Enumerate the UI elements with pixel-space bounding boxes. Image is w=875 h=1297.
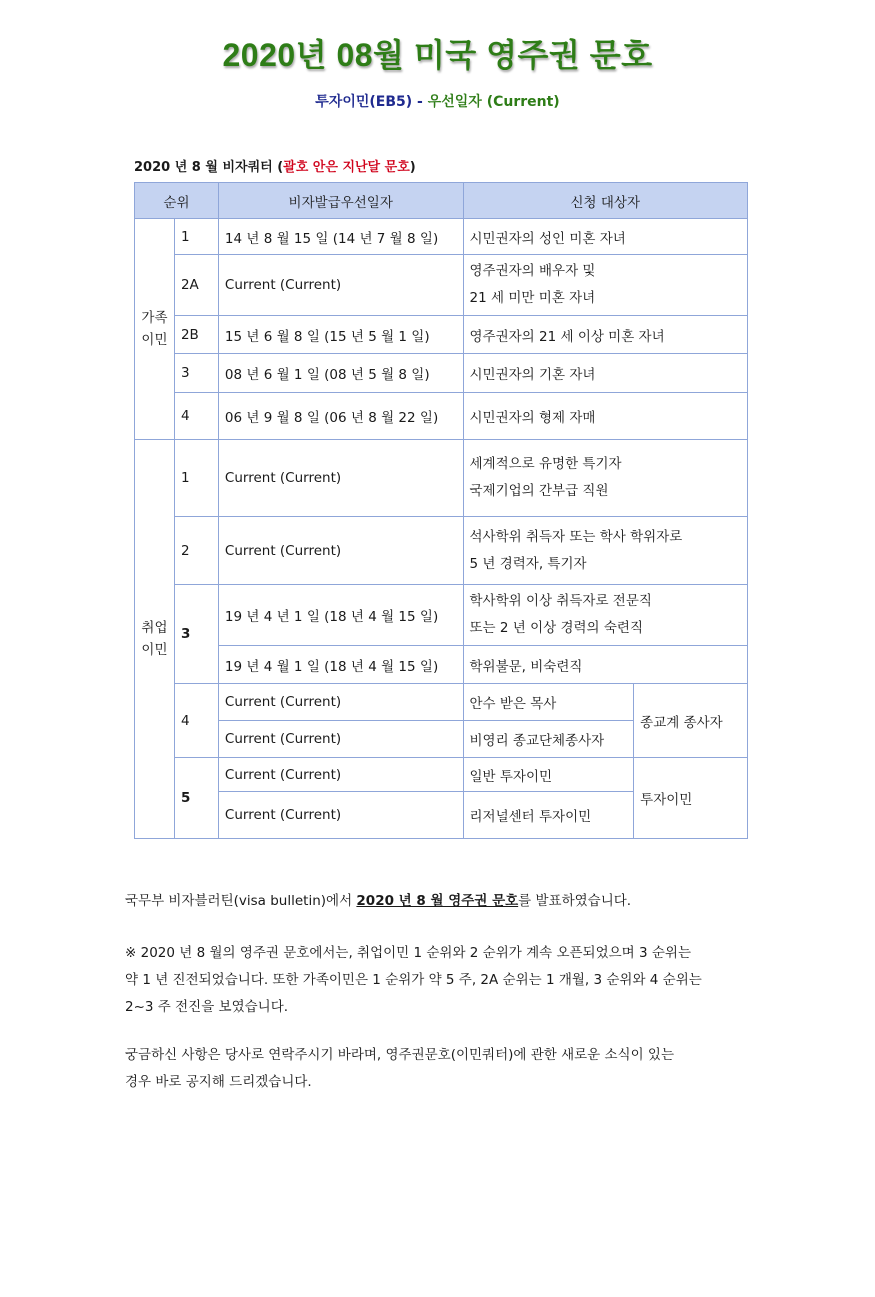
date-cell: 15 년 6 월 8 일 (15 년 5 월 1 일): [218, 316, 463, 354]
subtitle-category: 투자이민(EB5): [315, 94, 413, 110]
contact-line: 궁금하신 사항은 당사로 연락주시기 바라며, 영주권문호(이민쿼터)에 관한 새로운 소식이 있는: [125, 1047, 675, 1063]
rank-cell: 3: [174, 354, 218, 393]
rank-cell: 1: [174, 219, 218, 255]
rank-cell: 2B: [174, 316, 218, 354]
date-cell: Current (Current): [218, 255, 463, 316]
header-applicant: 신청 대상자: [463, 183, 747, 219]
target-cell: 시민권자의 기혼 자녀: [463, 354, 747, 393]
target-cell: 시민권자의 형제 자매: [463, 393, 747, 440]
target-line: 국제기업의 간부급 직원: [469, 483, 609, 499]
p1-bold: 2020 년 8 월 영주권 문호: [356, 893, 519, 909]
announcement-paragraph: [125, 888, 775, 915]
date-cell: 14 년 8 월 15 일 (14 년 7 월 8 일): [218, 219, 463, 255]
category-line: 이민: [141, 332, 168, 348]
target-cell: 일반 투자이민: [463, 758, 634, 792]
target-line: 석사학위 취득자 또는 학사 학위자로: [469, 528, 683, 545]
target-cell: 안수 받은 목사: [463, 684, 634, 721]
target-cell: 영주권자의 21 세 이상 미혼 자녀: [463, 316, 747, 354]
header-priority-date: 비자발급우선일자: [218, 183, 463, 219]
table-row: [135, 684, 748, 721]
subtitle-priority-date: 우선일자 (Current): [427, 94, 560, 110]
target-cell: [463, 440, 747, 517]
rank-cell: 3: [174, 585, 218, 684]
visa-bulletin-table: [134, 182, 748, 839]
rank-cell: 5: [174, 758, 218, 839]
date-cell: 19 년 4 월 1 일 (18 년 4 월 15 일): [218, 646, 463, 684]
rank-cell: 1: [174, 440, 218, 517]
category-line: 취업: [141, 620, 168, 636]
target-line: 5 년 경력자, 특기자: [469, 555, 587, 572]
p1-after: 를 발표하였습니다.: [518, 893, 632, 909]
table-row: [135, 255, 748, 316]
table-header-row: [135, 183, 748, 219]
rank-cell: 4: [174, 684, 218, 758]
table-row: [135, 758, 748, 792]
table-row: [135, 316, 748, 354]
rank-cell: 2: [174, 517, 218, 585]
target-line: 학사학위 이상 취득자로 전문직: [469, 593, 652, 609]
date-cell: Current (Current): [218, 440, 463, 517]
category-family: [135, 219, 175, 440]
target-cell: [463, 517, 747, 585]
category-line: 이민: [141, 642, 168, 658]
date-cell: 06 년 9 월 8 일 (06 년 8 월 22 일): [218, 393, 463, 440]
target-line: 또는 2 년 이상 경력의 숙련직: [469, 620, 644, 636]
table-row: [135, 646, 748, 684]
target-cell: 학위불문, 비숙련직: [463, 646, 747, 684]
page-subtitle: [0, 91, 875, 111]
category-employment: [135, 440, 175, 839]
table-row: [135, 585, 748, 646]
caption-suffix: ): [409, 160, 416, 175]
date-cell: 08 년 6 월 1 일 (08 년 5 월 8 일): [218, 354, 463, 393]
target-cell: [463, 255, 747, 316]
table-row: [135, 354, 748, 393]
group-cell: 종교계 종사자: [634, 684, 748, 758]
target-cell: [463, 585, 747, 646]
target-line: 21 세 미만 미혼 자녀: [469, 290, 596, 306]
target-cell: 리저널센터 투자이민: [463, 792, 634, 839]
table-caption: [134, 156, 416, 175]
contact-line: 경우 바로 공지해 드리겠습니다.: [125, 1074, 312, 1090]
subtitle-separator: -: [412, 94, 428, 110]
summary-line: 약 1 년 진전되었습니다. 또한 가족이민은 1 순위가 약 5 주, 2A 순위는 1 개월, 3 순위와 4 순위는: [125, 972, 702, 988]
target-line: 세계적으로 유명한 특기자: [469, 456, 622, 472]
target-line: 영주권자의 배우자 및: [469, 263, 596, 279]
date-cell: Current (Current): [218, 758, 463, 792]
rank-cell: 4: [174, 393, 218, 440]
page-title: 2020년 08월 미국 영주권 문호: [222, 37, 653, 73]
header-rank: 순위: [135, 183, 219, 219]
table-row: [135, 517, 748, 585]
table-row: [135, 219, 748, 255]
date-cell: 19 년 4 년 1 일 (18 년 4 월 15 일): [218, 585, 463, 646]
date-cell: Current (Current): [218, 792, 463, 839]
contact-paragraph: [125, 1042, 775, 1096]
p1-before: 국무부 비자블러틴(visa bulletin)에서: [125, 893, 357, 909]
target-cell: 비영리 종교단체종사자: [463, 721, 634, 758]
summary-line: 2~3 주 전진을 보였습니다.: [125, 999, 289, 1015]
summary-line: ※ 2020 년 8 월의 영주권 문호에서는, 취업이민 1 순위와 2 순위가 계속 오픈되었으며 3 순위는: [125, 945, 691, 961]
caption-highlight: 괄호 안은 지난달 문호: [283, 160, 410, 175]
summary-paragraph: [125, 940, 775, 1021]
table-row: [135, 393, 748, 440]
date-cell: Current (Current): [218, 684, 463, 721]
table-row: [135, 440, 748, 517]
group-cell: 투자이민: [634, 758, 748, 839]
target-cell: 시민권자의 성인 미혼 자녀: [463, 219, 747, 255]
caption-prefix: 2020 년 8 월 비자쿼터 (: [134, 160, 284, 175]
date-cell: Current (Current): [218, 721, 463, 758]
category-line: 가족: [141, 310, 168, 326]
date-cell: Current (Current): [218, 517, 463, 585]
rank-cell: 2A: [174, 255, 218, 316]
